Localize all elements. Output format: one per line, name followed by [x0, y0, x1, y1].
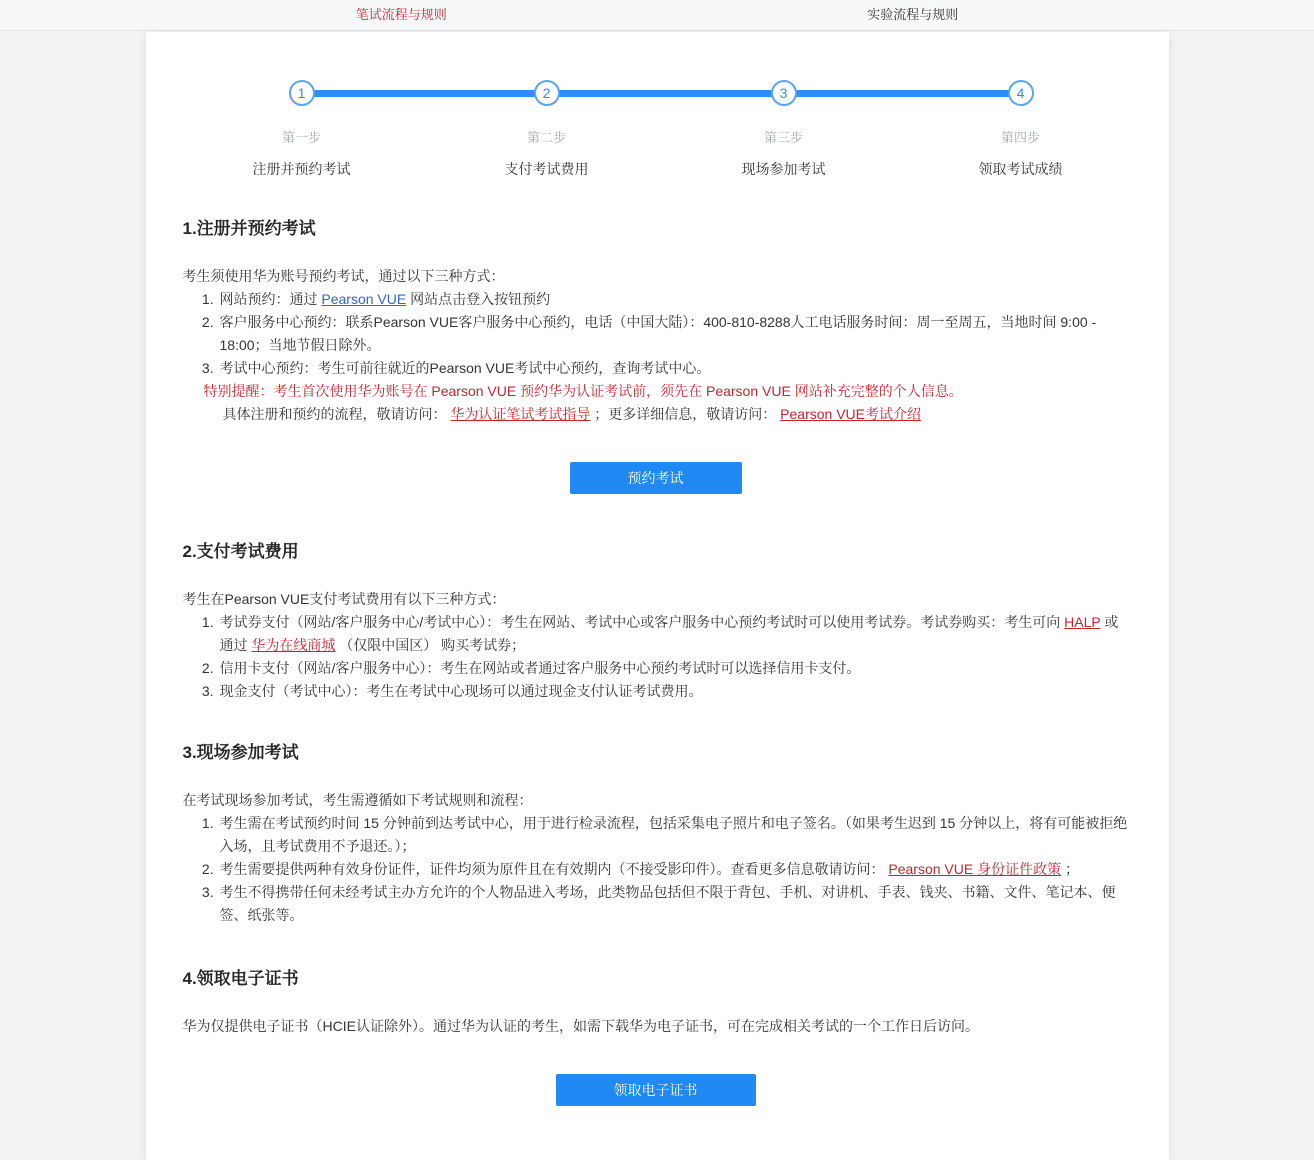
text-segment: 网站点击登入按钮预约 [406, 291, 551, 307]
step-2-name: 支付考试费用 [504, 161, 589, 177]
step-1 [192, 80, 412, 179]
list-item [218, 881, 1129, 927]
text-segment: 客户服务中心预约：联系Pearson VUE客户服务中心预约，电话（中国大陆）：400-810-8288人工电话服务时间：周一至周五，当地时间 9:00 - 18:00；当地节假日除外。 [219, 314, 1097, 353]
step-3-name: 现场参加考试 [741, 161, 826, 177]
tab-lab-exam-rules[interactable]: 实验流程与规则 [867, 7, 959, 22]
step-4-label: 第四步 [1000, 130, 1040, 145]
step-4 [911, 80, 1131, 179]
text-segment: 考生需在考试预约时间 15 分钟前到达考试中心，用于进行检录流程，包括采集电子照片和电子签名。（如果考生迟到 15 分钟以上，将有可能被拒绝入场，且考试费用不予退还。）； [219, 815, 1128, 854]
section-intro: 考生须使用华为账号预约考试，通过以下三种方式： [182, 268, 505, 284]
text-link[interactable]: Pearson VUE [321, 291, 407, 307]
step-3-number-circle: 3 [771, 80, 797, 106]
step-1-label: 第一步 [281, 130, 321, 145]
list-item [218, 812, 1129, 858]
list-item [218, 611, 1129, 657]
list-item [218, 858, 1129, 881]
text-segment: 考试中心预约：考生可前往就近的Pearson VUE考试中心预约，查询考试中心。 [219, 360, 711, 376]
exam-process-stepper [146, 32, 1169, 178]
exam-rules-list [183, 812, 1129, 927]
text-segment: 信用卡支付（网站/客户服务中心）：考生在网站或者通过客户服务中心预约考试时可以选择信用卡支付。 [219, 660, 861, 676]
step-3-label: 第三步 [763, 130, 803, 145]
tab-written-exam-rules[interactable]: 笔试流程与规则 [355, 7, 447, 22]
text-link[interactable]: 华为认证笔试考试指导 [450, 406, 591, 422]
step-4-name: 领取考试成绩 [978, 161, 1063, 177]
step-2 [437, 80, 657, 179]
section-title: 4.领取电子证书 [182, 969, 299, 988]
text-segment: （仅限中国区） 购买考试券； [335, 637, 526, 653]
step-2-label: 第二步 [526, 130, 566, 145]
text-link[interactable]: Pearson VUE 身份证件政策 [888, 861, 1062, 877]
step-4-number-circle: 4 [1008, 80, 1034, 106]
text-link[interactable]: 华为在线商城 [251, 637, 336, 653]
section-title: 1.注册并预约考试 [182, 219, 316, 238]
booking-methods-list [183, 288, 1129, 380]
list-item [218, 657, 1129, 680]
text-segment: ； [1061, 861, 1079, 877]
section-attend-exam-onsite [146, 742, 1169, 927]
guide-links-line [223, 403, 1129, 426]
text-segment: 考试券支付（网站/客户服务中心/考试中心）：考生在网站、考试中心或客户服务中心预约考试时可以使用考试券。考试券购买：考生可向 [219, 614, 1065, 630]
section-title: 2.支付考试费用 [182, 542, 299, 561]
text-link[interactable]: HALP [1064, 614, 1101, 630]
book-exam-button[interactable]: 预约考试 [570, 462, 742, 494]
step-1-name: 注册并预约考试 [252, 161, 351, 177]
text-link[interactable]: Pearson VUE考试介绍 [780, 406, 921, 422]
list-item [218, 357, 1129, 380]
text-segment: 特别提醒：考生首次使用华为账号在 Pearson VUE 预约华为认证考试前，须先在 Pearson VUE 网站补充完整的个人信息。 [203, 383, 963, 399]
payment-methods-list [183, 611, 1129, 703]
get-certificate-button[interactable]: 领取电子证书 [556, 1074, 756, 1106]
section-intro: 华为仅提供电子证书（HCIE认证除外）。通过华为认证的考生，如需下载华为电子证书，可在完成相关考试的一个工作日后访问。 [182, 1018, 979, 1034]
top-tab-bar [0, 0, 1314, 31]
special-reminder-line [204, 380, 1129, 403]
text-segment: 考生需要提供两种有效身份证件，证件均须为原件且在有效期内（不接受影印件）。查看更多信息敬请访问： [219, 861, 889, 877]
list-item [218, 680, 1129, 703]
text-segment: 考生不得携带任何未经考试主办方允许的个人物品进入考场，此类物品包括但不限于背包、手机、对讲机、手表、钱夹、书籍、文件、笔记本、便签、纸张等。 [219, 884, 1116, 923]
section-intro: 考生在Pearson VUE支付考试费用有以下三种方式： [182, 591, 506, 607]
text-segment: ；更多详细信息，敬请访问： [590, 406, 781, 422]
special-reminder-notes [183, 380, 1129, 426]
step-1-number-circle: 1 [289, 80, 315, 106]
section-intro: 在考试现场参加考试，考生需遵循如下考试规则和流程： [182, 792, 533, 808]
step-3 [674, 80, 894, 179]
text-segment: 具体注册和预约的流程，敬请访问： [222, 406, 451, 422]
step-2-number-circle: 2 [534, 80, 560, 106]
section-pay-exam-fee [146, 541, 1169, 703]
section-get-e-certificate [146, 968, 1169, 1106]
list-item [218, 288, 1129, 311]
section-title: 3.现场参加考试 [182, 743, 299, 762]
content-card [146, 32, 1169, 1160]
text-segment: 网站预约：通过 [219, 291, 322, 307]
text-segment: 或通过 [219, 614, 1119, 653]
text-segment: 现金支付（考试中心）：考生在考试中心现场可以通过现金支付认证考试费用。 [219, 683, 703, 699]
tab-bar-inner [146, 0, 1169, 30]
list-item [218, 311, 1129, 357]
section-register-and-book [146, 218, 1169, 494]
